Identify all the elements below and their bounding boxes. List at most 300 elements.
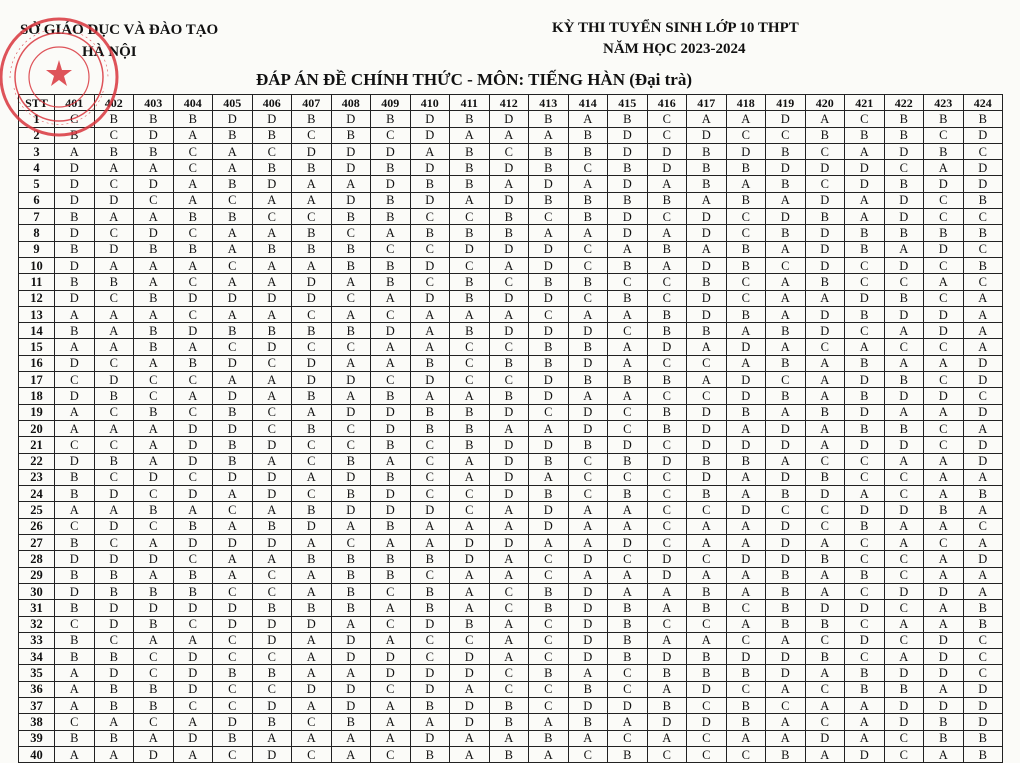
answer-cell: B bbox=[371, 388, 411, 404]
answer-cell: B bbox=[647, 404, 687, 420]
answer-cell: A bbox=[568, 535, 608, 551]
answer-cell: A bbox=[884, 323, 924, 339]
answer-cell: C bbox=[371, 583, 411, 599]
answer-cell: A bbox=[884, 404, 924, 420]
answer-cell: C bbox=[805, 339, 845, 355]
question-number: 18 bbox=[19, 388, 55, 404]
answer-cell: C bbox=[608, 681, 648, 697]
answer-cell: B bbox=[213, 323, 253, 339]
answer-cell: D bbox=[805, 486, 845, 502]
answer-cell: C bbox=[608, 323, 648, 339]
exam-code-header: 415 bbox=[608, 95, 648, 111]
answer-cell: A bbox=[94, 420, 134, 436]
answer-cell: A bbox=[371, 535, 411, 551]
answer-cell: B bbox=[55, 486, 95, 502]
answer-cell: B bbox=[292, 420, 332, 436]
answer-cell: C bbox=[963, 241, 1003, 257]
answer-cell: C bbox=[647, 486, 687, 502]
answer-cell: D bbox=[173, 730, 213, 746]
answer-cell: B bbox=[94, 583, 134, 599]
answer-cell: B bbox=[371, 257, 411, 273]
answer-cell: C bbox=[647, 437, 687, 453]
answer-cell: B bbox=[647, 697, 687, 713]
answer-cell: B bbox=[489, 714, 529, 730]
answer-cell: A bbox=[845, 714, 885, 730]
answer-cell: A bbox=[173, 632, 213, 648]
answer-cell: C bbox=[726, 209, 766, 225]
answer-cell: B bbox=[213, 127, 253, 143]
answer-cell: C bbox=[845, 323, 885, 339]
answer-cell: B bbox=[292, 111, 332, 127]
answer-cell: B bbox=[55, 323, 95, 339]
answer-cell: C bbox=[55, 372, 95, 388]
answer-cell: A bbox=[963, 535, 1003, 551]
answer-cell: D bbox=[252, 697, 292, 713]
answer-cell: D bbox=[845, 176, 885, 192]
answer-cell: B bbox=[213, 404, 253, 420]
answer-cell: B bbox=[134, 111, 174, 127]
answer-cell: C bbox=[924, 257, 964, 273]
answer-cell: C bbox=[805, 714, 845, 730]
question-number: 11 bbox=[19, 274, 55, 290]
question-number: 1 bbox=[19, 111, 55, 127]
answer-cell: A bbox=[450, 127, 490, 143]
answer-cell: A bbox=[252, 388, 292, 404]
answer-cell: A bbox=[687, 632, 727, 648]
answer-cell: D bbox=[924, 697, 964, 713]
answer-cell: B bbox=[489, 697, 529, 713]
answer-cell: B bbox=[687, 665, 727, 681]
answer-cell: A bbox=[213, 160, 253, 176]
answer-cell: C bbox=[173, 225, 213, 241]
answer-cell: B bbox=[568, 681, 608, 697]
question-number: 10 bbox=[19, 257, 55, 273]
answer-cell: D bbox=[845, 404, 885, 420]
answer-cell: B bbox=[845, 306, 885, 322]
answer-cell: B bbox=[450, 160, 490, 176]
answer-cell: D bbox=[173, 290, 213, 306]
answer-cell: B bbox=[608, 649, 648, 665]
answer-cell: D bbox=[450, 649, 490, 665]
answer-cell: D bbox=[726, 339, 766, 355]
answer-cell: A bbox=[845, 697, 885, 713]
answer-cell: D bbox=[726, 437, 766, 453]
answer-cell: B bbox=[55, 535, 95, 551]
answer-cell: D bbox=[568, 616, 608, 632]
answer-cell: A bbox=[529, 420, 569, 436]
answer-cell: B bbox=[292, 241, 332, 257]
answer-cell: B bbox=[766, 176, 806, 192]
answer-cell: C bbox=[924, 127, 964, 143]
answer-cell: D bbox=[134, 225, 174, 241]
answer-cell: B bbox=[845, 388, 885, 404]
answer-cell: D bbox=[252, 746, 292, 762]
answer-cell: C bbox=[766, 697, 806, 713]
answer-cell: D bbox=[608, 176, 648, 192]
answer-cell: A bbox=[687, 241, 727, 257]
answer-cell: D bbox=[371, 176, 411, 192]
table-row bbox=[19, 225, 1003, 241]
answer-cell: C bbox=[647, 746, 687, 762]
answer-cell: C bbox=[371, 306, 411, 322]
question-number: 8 bbox=[19, 225, 55, 241]
answer-cell: D bbox=[55, 355, 95, 371]
answer-cell: B bbox=[371, 274, 411, 290]
answer-cell: A bbox=[489, 127, 529, 143]
answer-cell: D bbox=[489, 241, 529, 257]
answer-cell: C bbox=[687, 551, 727, 567]
answer-cell: D bbox=[529, 518, 569, 534]
answer-cell: B bbox=[845, 225, 885, 241]
answer-cell: D bbox=[687, 127, 727, 143]
answer-cell: B bbox=[410, 225, 450, 241]
answer-cell: A bbox=[331, 355, 371, 371]
answer-cell: B bbox=[687, 583, 727, 599]
answer-cell: B bbox=[331, 714, 371, 730]
answer-cell: A bbox=[134, 453, 174, 469]
answer-cell: A bbox=[726, 176, 766, 192]
answer-cell: C bbox=[568, 469, 608, 485]
answer-cell: A bbox=[884, 535, 924, 551]
answer-cell: B bbox=[805, 274, 845, 290]
answer-cell: A bbox=[450, 567, 490, 583]
answer-cell: B bbox=[331, 323, 371, 339]
answer-cell: D bbox=[963, 160, 1003, 176]
answer-cell: D bbox=[55, 551, 95, 567]
answer-cell: D bbox=[726, 388, 766, 404]
question-number: 21 bbox=[19, 437, 55, 453]
question-number: 7 bbox=[19, 209, 55, 225]
answer-cell: A bbox=[884, 616, 924, 632]
answer-cell: B bbox=[766, 388, 806, 404]
answer-cell: B bbox=[924, 111, 964, 127]
answer-cell: C bbox=[568, 746, 608, 762]
answer-cell: A bbox=[173, 176, 213, 192]
answer-cell: A bbox=[410, 143, 450, 159]
table-row bbox=[19, 437, 1003, 453]
answer-cell: B bbox=[450, 290, 490, 306]
answer-cell: B bbox=[766, 486, 806, 502]
answer-cell: A bbox=[331, 176, 371, 192]
answer-cell: A bbox=[489, 306, 529, 322]
answer-cell: C bbox=[55, 518, 95, 534]
answer-cell: D bbox=[845, 502, 885, 518]
answer-cell: A bbox=[845, 209, 885, 225]
table-row bbox=[19, 567, 1003, 583]
answer-cell: C bbox=[687, 697, 727, 713]
answer-cell: C bbox=[924, 192, 964, 208]
answer-cell: A bbox=[766, 274, 806, 290]
answer-cell: C bbox=[55, 616, 95, 632]
answer-cell: A bbox=[252, 551, 292, 567]
answer-cell: A bbox=[173, 339, 213, 355]
answer-cell: B bbox=[410, 697, 450, 713]
answer-cell: B bbox=[371, 551, 411, 567]
answer-cell: A bbox=[94, 257, 134, 273]
answer-cell: D bbox=[568, 583, 608, 599]
answer-cell: A bbox=[489, 502, 529, 518]
answer-cell: A bbox=[213, 143, 253, 159]
answer-cell: D bbox=[134, 469, 174, 485]
answer-cell: C bbox=[647, 469, 687, 485]
exam-code-header: 416 bbox=[647, 95, 687, 111]
answer-cell: B bbox=[252, 518, 292, 534]
answer-cell: D bbox=[647, 567, 687, 583]
answer-cell: D bbox=[924, 176, 964, 192]
answer-cell: C bbox=[805, 681, 845, 697]
answer-cell: C bbox=[55, 111, 95, 127]
answer-cell: B bbox=[845, 355, 885, 371]
answer-cell: D bbox=[529, 372, 569, 388]
table-row bbox=[19, 127, 1003, 143]
answer-cell: B bbox=[608, 600, 648, 616]
answer-cell: C bbox=[687, 502, 727, 518]
answer-cell: A bbox=[331, 730, 371, 746]
answer-cell: D bbox=[410, 730, 450, 746]
answer-cell: D bbox=[252, 290, 292, 306]
answer-cell: D bbox=[331, 192, 371, 208]
answer-cell: D bbox=[924, 665, 964, 681]
answer-cell: A bbox=[134, 567, 174, 583]
answer-cell: C bbox=[726, 632, 766, 648]
answer-cell: A bbox=[371, 697, 411, 713]
answer-cell: A bbox=[766, 306, 806, 322]
answer-cell: A bbox=[292, 176, 332, 192]
question-number: 13 bbox=[19, 306, 55, 322]
answer-cell: A bbox=[766, 453, 806, 469]
answer-cell: C bbox=[884, 567, 924, 583]
answer-cell: D bbox=[766, 518, 806, 534]
answer-cell: B bbox=[94, 388, 134, 404]
answer-cell: A bbox=[252, 306, 292, 322]
answer-cell: B bbox=[134, 404, 174, 420]
answer-cell: D bbox=[608, 437, 648, 453]
exam-code-header: 421 bbox=[845, 95, 885, 111]
answer-cell: B bbox=[766, 746, 806, 762]
answer-cell: C bbox=[608, 420, 648, 436]
answer-cell: C bbox=[726, 274, 766, 290]
answer-cell: D bbox=[173, 681, 213, 697]
answer-cell: D bbox=[687, 404, 727, 420]
answer-cell: A bbox=[213, 274, 253, 290]
answer-cell: B bbox=[726, 453, 766, 469]
table-row bbox=[19, 697, 1003, 713]
answer-cell: B bbox=[134, 241, 174, 257]
answer-cell: A bbox=[726, 486, 766, 502]
answer-cell: D bbox=[568, 632, 608, 648]
answer-cell: B bbox=[134, 143, 174, 159]
answer-cell: B bbox=[766, 323, 806, 339]
answer-cell: C bbox=[884, 551, 924, 567]
table-row bbox=[19, 192, 1003, 208]
answer-cell: D bbox=[410, 616, 450, 632]
answer-cell: B bbox=[173, 518, 213, 534]
answer-cell: C bbox=[568, 290, 608, 306]
answer-cell: D bbox=[884, 437, 924, 453]
answer-cell: A bbox=[924, 453, 964, 469]
answer-cell: B bbox=[450, 420, 490, 436]
answer-cell: C bbox=[173, 697, 213, 713]
answer-cell: A bbox=[845, 143, 885, 159]
answer-cell: A bbox=[134, 209, 174, 225]
answer-cell: B bbox=[963, 111, 1003, 127]
answer-cell: D bbox=[884, 697, 924, 713]
answer-cell: A bbox=[924, 600, 964, 616]
answer-cell: A bbox=[766, 714, 806, 730]
answer-cell: B bbox=[608, 632, 648, 648]
answer-cell: B bbox=[134, 681, 174, 697]
table-row bbox=[19, 469, 1003, 485]
question-number: 31 bbox=[19, 600, 55, 616]
answer-cell: B bbox=[252, 127, 292, 143]
answer-cell: B bbox=[55, 600, 95, 616]
answer-cell: D bbox=[924, 241, 964, 257]
answer-cell: A bbox=[292, 665, 332, 681]
answer-cell: C bbox=[529, 404, 569, 420]
answer-cell: A bbox=[726, 469, 766, 485]
answer-cell: A bbox=[568, 176, 608, 192]
answer-cell: B bbox=[331, 567, 371, 583]
answer-cell: B bbox=[884, 176, 924, 192]
table-row bbox=[19, 274, 1003, 290]
answer-cell: A bbox=[94, 209, 134, 225]
answer-cell: D bbox=[963, 127, 1003, 143]
answer-cell: D bbox=[884, 306, 924, 322]
answer-cell: B bbox=[647, 241, 687, 257]
answer-cell: C bbox=[252, 583, 292, 599]
answer-cell: B bbox=[687, 274, 727, 290]
answer-cell: C bbox=[529, 551, 569, 567]
answer-cell: C bbox=[94, 469, 134, 485]
answer-cell: B bbox=[410, 600, 450, 616]
answer-cell: D bbox=[292, 143, 332, 159]
answer-cell: C bbox=[450, 257, 490, 273]
answer-cell: B bbox=[450, 176, 490, 192]
organization-name: SỞ GIÁO DỤC VÀ ĐÀO TẠO bbox=[20, 22, 219, 38]
answer-cell: A bbox=[94, 306, 134, 322]
answer-cell: D bbox=[924, 306, 964, 322]
answer-cell: C bbox=[647, 518, 687, 534]
answer-cell: A bbox=[371, 453, 411, 469]
answer-cell: A bbox=[134, 306, 174, 322]
answer-cell: B bbox=[94, 649, 134, 665]
answer-cell: A bbox=[647, 600, 687, 616]
answer-cell: D bbox=[687, 290, 727, 306]
answer-cell: A bbox=[766, 339, 806, 355]
answer-cell: C bbox=[884, 339, 924, 355]
answer-cell: D bbox=[647, 453, 687, 469]
answer-cell: B bbox=[331, 257, 371, 273]
answer-cell: A bbox=[292, 583, 332, 599]
answer-cell: D bbox=[963, 453, 1003, 469]
answer-cell: D bbox=[331, 469, 371, 485]
answer-cell: C bbox=[489, 339, 529, 355]
table-row bbox=[19, 290, 1003, 306]
question-number: 34 bbox=[19, 649, 55, 665]
answer-cell: A bbox=[568, 306, 608, 322]
answer-cell: C bbox=[134, 714, 174, 730]
answer-cell: C bbox=[371, 372, 411, 388]
exam-code-header: 407 bbox=[292, 95, 332, 111]
answer-cell: A bbox=[805, 583, 845, 599]
answer-cell: B bbox=[805, 551, 845, 567]
exam-code-header: 408 bbox=[331, 95, 371, 111]
answer-cell: D bbox=[252, 437, 292, 453]
answer-cell: D bbox=[450, 551, 490, 567]
answer-cell: A bbox=[134, 420, 174, 436]
answer-cell: A bbox=[331, 665, 371, 681]
answer-cell: C bbox=[410, 241, 450, 257]
answer-cell: C bbox=[292, 437, 332, 453]
answer-cell: A bbox=[766, 290, 806, 306]
answer-cell: A bbox=[371, 339, 411, 355]
answer-cell: C bbox=[529, 209, 569, 225]
answer-cell: D bbox=[331, 697, 371, 713]
table-row bbox=[19, 551, 1003, 567]
answer-cell: A bbox=[213, 518, 253, 534]
answer-cell: D bbox=[805, 225, 845, 241]
answer-cell: A bbox=[252, 453, 292, 469]
answer-cell: D bbox=[805, 323, 845, 339]
answer-cell: C bbox=[963, 143, 1003, 159]
answer-cell: C bbox=[963, 388, 1003, 404]
answer-cell: A bbox=[371, 730, 411, 746]
answer-cell: A bbox=[410, 323, 450, 339]
answer-cell: C bbox=[845, 111, 885, 127]
answer-cell: C bbox=[331, 225, 371, 241]
answer-cell: C bbox=[213, 502, 253, 518]
table-row bbox=[19, 241, 1003, 257]
answer-cell: A bbox=[55, 420, 95, 436]
answer-cell: A bbox=[687, 339, 727, 355]
answer-cell: A bbox=[213, 225, 253, 241]
table-row bbox=[19, 176, 1003, 192]
answer-cell: A bbox=[252, 502, 292, 518]
answer-cell: D bbox=[845, 372, 885, 388]
answer-cell: D bbox=[410, 257, 450, 273]
answer-cell: A bbox=[292, 469, 332, 485]
answer-cell: A bbox=[766, 241, 806, 257]
answer-cell: B bbox=[94, 681, 134, 697]
answer-cell: B bbox=[687, 323, 727, 339]
answer-cell: B bbox=[647, 306, 687, 322]
answer-cell: D bbox=[94, 665, 134, 681]
answer-cell: A bbox=[292, 404, 332, 420]
answer-cell: C bbox=[252, 355, 292, 371]
answer-cell: A bbox=[94, 339, 134, 355]
answer-cell: D bbox=[963, 681, 1003, 697]
exam-code-header: 418 bbox=[726, 95, 766, 111]
answer-cell: D bbox=[489, 486, 529, 502]
answer-cell: A bbox=[450, 730, 490, 746]
answer-cell: D bbox=[331, 111, 371, 127]
answer-cell: D bbox=[410, 665, 450, 681]
answer-cell: D bbox=[568, 420, 608, 436]
answer-cell: B bbox=[726, 665, 766, 681]
answer-cell: C bbox=[173, 551, 213, 567]
answer-cell: D bbox=[292, 274, 332, 290]
answer-cell: A bbox=[410, 714, 450, 730]
exam-name: KỲ THI TUYỂN SINH LỚP 10 THPT bbox=[552, 20, 799, 36]
answer-cell: B bbox=[55, 469, 95, 485]
question-number: 4 bbox=[19, 160, 55, 176]
answer-cell: B bbox=[568, 192, 608, 208]
answer-cell: A bbox=[608, 518, 648, 534]
answer-cell: A bbox=[568, 225, 608, 241]
answer-cell: A bbox=[884, 518, 924, 534]
answer-cell: A bbox=[252, 274, 292, 290]
answer-cell: D bbox=[134, 746, 174, 762]
